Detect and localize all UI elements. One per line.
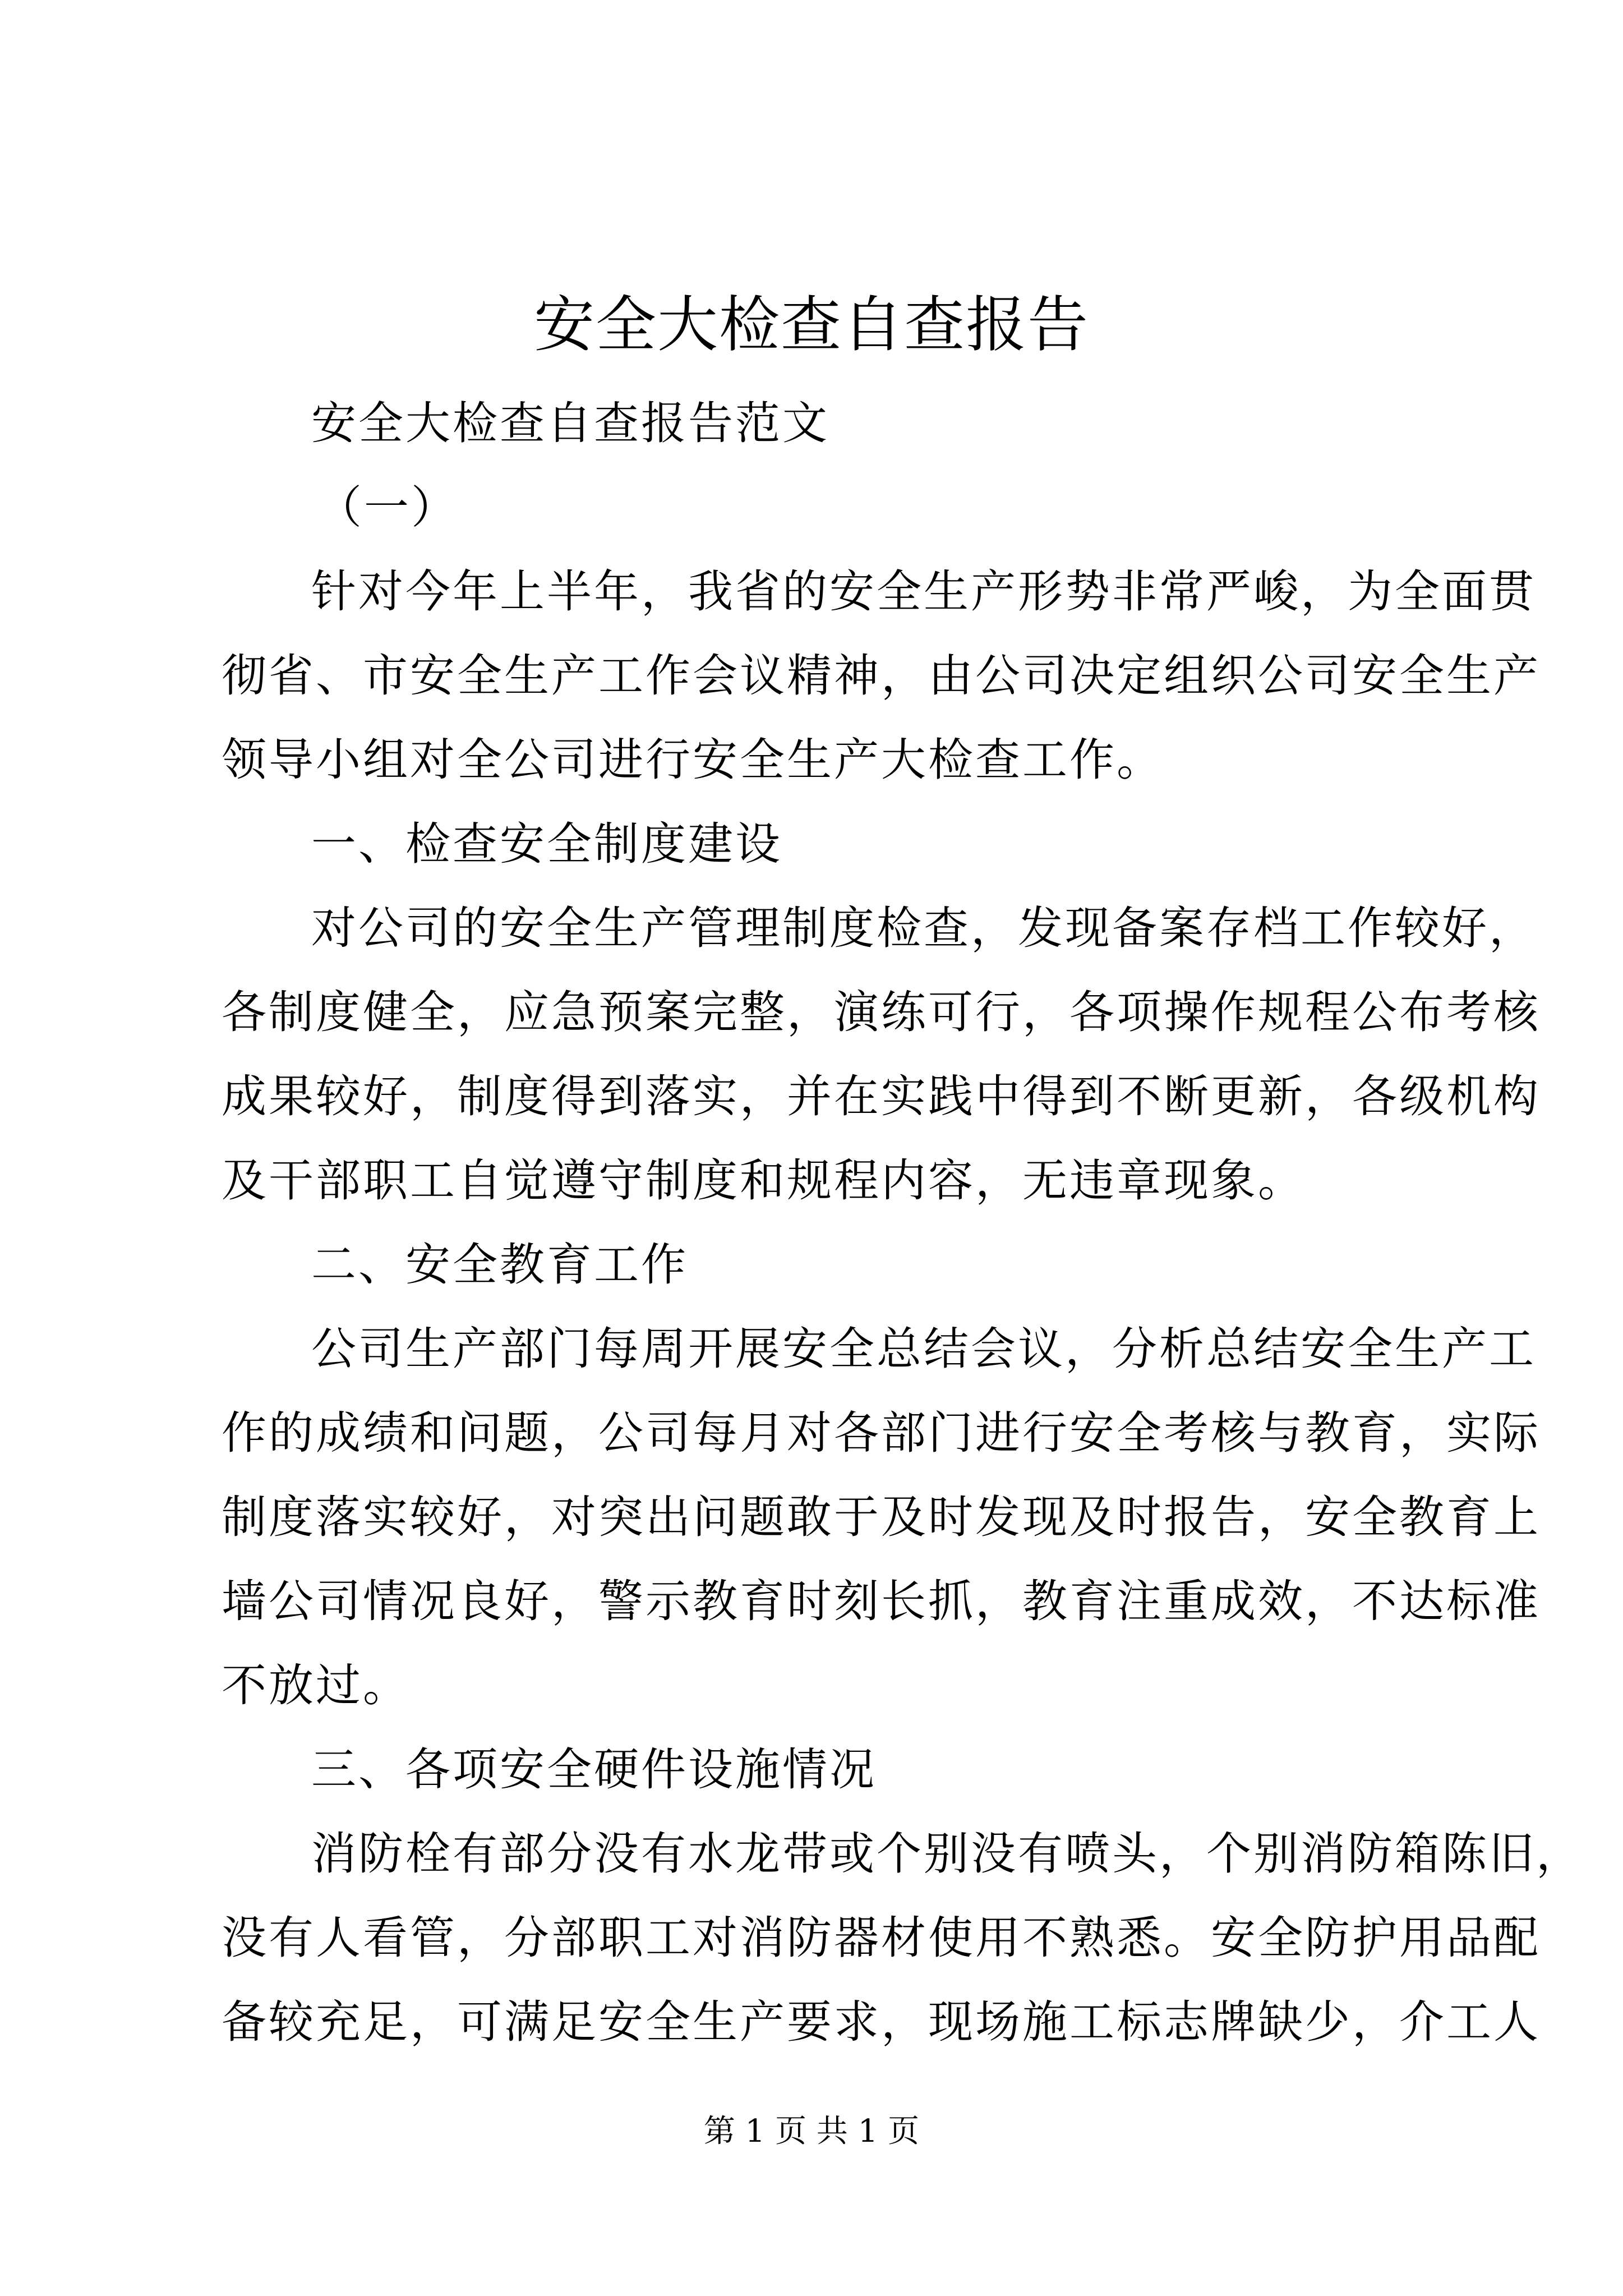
paragraph-line: 成果较好，制度得到落实，并在实践中得到不断更新，各级机构 (222, 1070, 1541, 1122)
page-footer: 第 1 页 共 1 页 (703, 2113, 920, 2150)
document-body (222, 381, 1583, 2064)
section-heading: 二、安全教育工作 (311, 1239, 688, 1291)
paragraph-line: 对公司的安全生产管理制度检查，发现备案存档工作较好， (311, 902, 1536, 954)
section-heading: 三、各项安全硬件设施情况 (311, 1743, 877, 1796)
paragraph-line: 公司生产部门每周开展安全总结会议，分析总结安全生产工 (311, 1323, 1536, 1375)
subtitle-line: 安全大检查自查报告范文 (311, 397, 829, 449)
paragraph-line: 制度落实较好，对突出问题敢于及时发现及时报告，安全教育上 (222, 1491, 1541, 1543)
paragraph-line: 备较充足，可满足安全生产要求，现场施工标志牌缺少，介工人 (222, 1996, 1541, 2048)
section-heading: 一、检查安全制度建设 (311, 818, 782, 870)
paragraph-line: 不放过。 (222, 1659, 410, 1711)
section-marker: （一） (317, 481, 458, 533)
paragraph-line: 彻省、市安全生产工作会议精神，由公司决定组织公司安全生产 (222, 650, 1541, 702)
paragraph-line: 领导小组对全公司进行安全生产大检查工作。 (222, 734, 1164, 786)
document-title: 安全大检查自查报告 (533, 290, 1089, 360)
paragraph-line: 各制度健全，应急预案完整，演练可行，各项操作规程公布考核 (222, 986, 1541, 1038)
paragraph-line: 墙公司情况良好，警示教育时刻长抓，教育注重成效，不达标准 (222, 1575, 1541, 1627)
paragraph-line: 针对今年上半年，我省的安全生产形势非常严峻，为全面贯 (311, 565, 1536, 618)
paragraph-line: 及干部职工自觉遵守制度和规程内容，无违章现象。 (222, 1154, 1305, 1207)
paragraph-line: 没有人看管，分部职工对消防器材使用不熟悉。安全防护用品配 (222, 1912, 1541, 1964)
paragraph-line: 作的成绩和问题，公司每月对各部门进行安全考核与教育，实际 (222, 1407, 1541, 1459)
paragraph-line: 消防栓有部分没有水龙带或个别没有喷头，个别消防箱陈旧， (311, 1828, 1583, 1880)
